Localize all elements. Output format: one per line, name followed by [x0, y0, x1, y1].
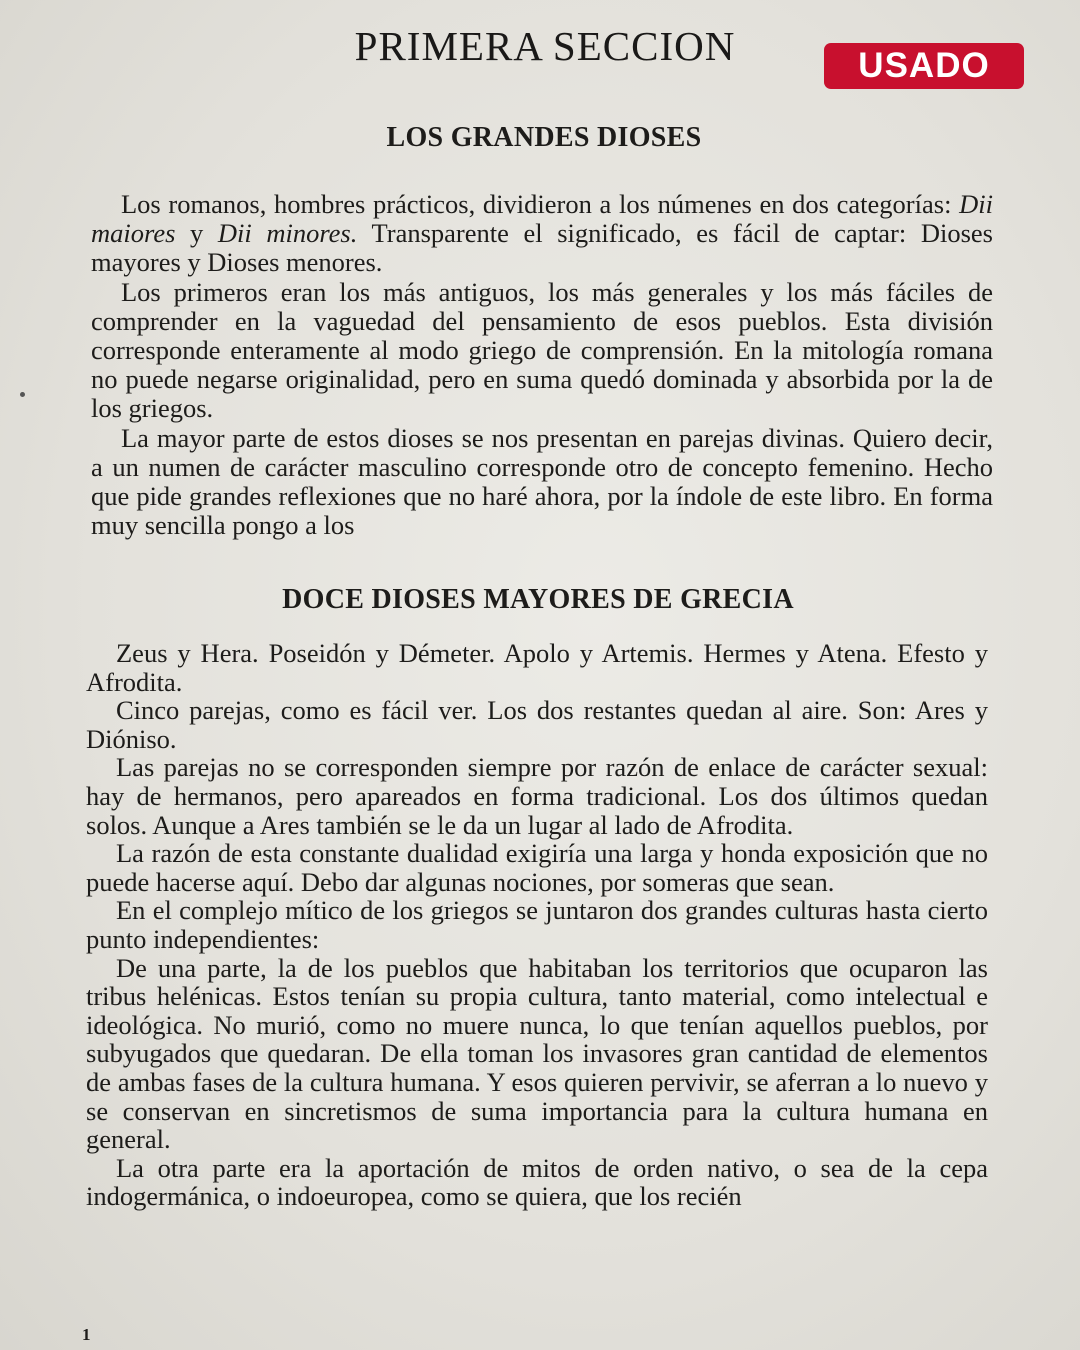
paper-speck — [20, 392, 25, 397]
page-number: 1 — [82, 1325, 91, 1344]
paragraph: La otra parte era la aportación de mitos de orden nativo, o sea de la cepa indogermánica, o indoeuropea, como se quiera, que los recién — [86, 1152, 988, 1212]
used-badge: USADO — [824, 43, 1024, 89]
latin-term: Dii maiores — [91, 189, 993, 249]
paragraph: La razón de esta constante dualidad exigiría una larga y honda exposición que no puede hacerse aquí. Debo dar algunas nociones, por someras que sean. — [86, 838, 988, 897]
paragraph: Los primeros eran los más antiguos, los más generales y los más fáciles de comprender en la vaguedad del pensamiento de esos pueblos. Esta división corresponde enteramente al modo griego de comprensión. En la mitología romana no puede negarse originalidad, pero en suma quedó dominada y absorbida por la de los griegos. — [91, 276, 993, 424]
paragraph: Zeus y Hera. Poseidón y Démeter. Apolo y Artemis. Hermes y Atena. Efesto y Afrodita. — [86, 638, 988, 697]
paragraph: De una parte, la de los pueblos que habitaban los territorios que ocuparon las tribus helénicas. Estos tenían su propia cultura, tanto material, como intelectual e ideológica. No murió, como no muere nunca, lo que tenían aquellos pueblos, por subyugados que quedaran. De ella toman los invasores gran cantidad de elementos de ambas fases de la cultura humana. Y esos quieren pervivir, se aferran a lo nuevo y se conservan en sincretismos de suma importancia para la cultura humana en general. — [86, 952, 988, 1155]
paragraph: Cinco parejas, como es fácil ver. Los dos restantes quedan al aire. Son: Ares y Dióniso. — [86, 695, 988, 754]
heading-los-grandes-dioses: LOS GRANDES DIOSES — [386, 122, 702, 153]
section-title: PRIMERA SECCION — [354, 23, 736, 69]
paragraph: Las parejas no se corresponden siempre por razón de enlace de carácter sexual: hay de hermanos, pero apareados en forma tradicional. Los dos últimos quedan solos. Aunque a Ares también se le da un lugar al lado de Afrodita. — [86, 752, 988, 840]
paragraph: En el complejo mítico de los griegos se juntaron dos grandes culturas hasta cierto punto independientes: — [86, 895, 988, 954]
paragraph: Los romanos, hombres prácticos, dividieron a los númenes en dos categorías: Dii maiores y Dii minores. Transparente el significado, es fácil de captar: Dioses mayores y Dioses menores. — [91, 189, 993, 278]
section1-body — [91, 190, 993, 540]
heading-doce-dioses-mayores: DOCE DIOSES MAYORES DE GRECIA — [282, 584, 794, 615]
section2-body — [86, 639, 988, 1211]
latin-term: Dii minores. — [217, 218, 358, 249]
paragraph: La mayor parte de estos dioses se nos presentan en parejas divinas. Quiero decir, a un numen de carácter masculino corresponde otro de concepto femenino. Hecho que pide grandes reflexiones que no haré ahora, por la índole de este libro. En forma muy sencilla pongo a los — [91, 422, 993, 541]
